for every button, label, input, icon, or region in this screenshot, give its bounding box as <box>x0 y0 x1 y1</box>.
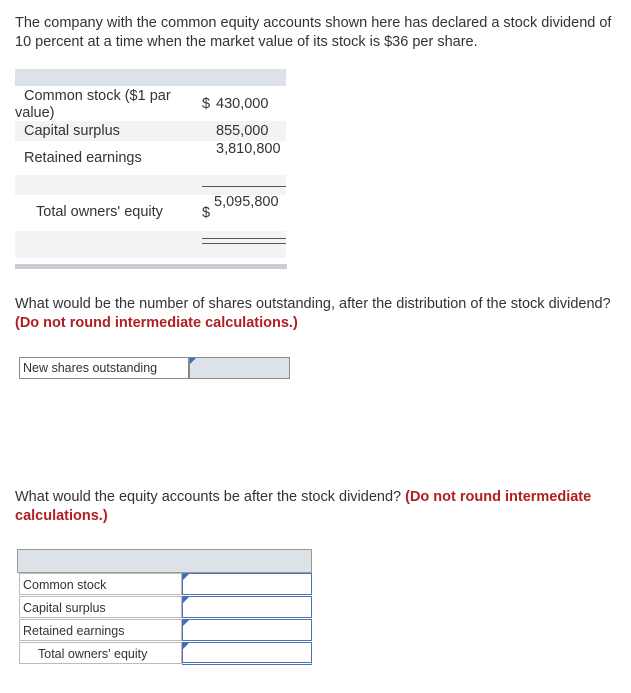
equity-after-table-header <box>17 549 312 573</box>
common-stock-label-line1: Common stock ($1 par <box>24 88 171 104</box>
after-capital-surplus-input[interactable] <box>182 596 312 618</box>
total-equity-label: Total owners' equity <box>36 204 163 220</box>
new-shares-input[interactable] <box>189 357 290 379</box>
part2-question <box>15 488 615 526</box>
after-total-equity-label: Total owners' equity <box>19 642 182 664</box>
capital-surplus-value: 855,000 <box>216 123 269 139</box>
retained-earnings-label: Retained earnings <box>24 150 142 166</box>
after-total-equity-input[interactable] <box>182 642 312 665</box>
table-bottom-bar <box>15 264 287 269</box>
input-marker-icon <box>183 574 189 580</box>
capital-surplus-label: Capital surplus <box>24 123 120 139</box>
part1-note: (Do not round intermediate calculations.) <box>15 315 298 331</box>
after-retained-earnings-label: Retained earnings <box>19 619 182 641</box>
spacer-row <box>15 175 286 195</box>
common-stock-label-line2: value) <box>15 105 55 121</box>
after-retained-earnings-input[interactable] <box>182 619 312 641</box>
part2-question-text: What would the equity accounts be after the stock dividend? <box>15 489 402 505</box>
equity-table-header <box>15 69 286 86</box>
part1-question-text: What would be the number of shares outstanding, after the distribution of the stock dividend? <box>15 296 611 312</box>
input-marker-icon <box>190 358 196 364</box>
input-marker-icon <box>183 597 189 603</box>
total-equity-value: 5,095,800 <box>214 194 279 210</box>
part2-note: (Do not round intermediate calculations.) <box>15 489 592 524</box>
common-stock-currency: $ <box>202 96 211 112</box>
after-common-stock-input[interactable] <box>182 573 312 595</box>
question-intro: The company with the common equity accounts shown here has declared a stock dividend of 10 percent at a time when the market value of its stock is $36 per share. <box>15 15 612 50</box>
total-equity-currency: $ <box>202 205 211 221</box>
after-capital-surplus-label: Capital surplus <box>19 596 182 618</box>
new-shares-label: New shares outstanding <box>19 357 189 379</box>
retained-earnings-value: 3,810,800 <box>216 141 281 157</box>
common-stock-value: 430,000 <box>216 96 269 112</box>
input-marker-icon <box>183 643 189 649</box>
double-underline-1 <box>202 238 286 239</box>
subtotal-line <box>202 186 286 187</box>
double-underline-2 <box>202 243 286 244</box>
bottom-row <box>15 231 286 258</box>
input-marker-icon <box>183 620 189 626</box>
part1-question <box>15 295 615 333</box>
after-common-stock-label: Common stock <box>19 573 182 595</box>
